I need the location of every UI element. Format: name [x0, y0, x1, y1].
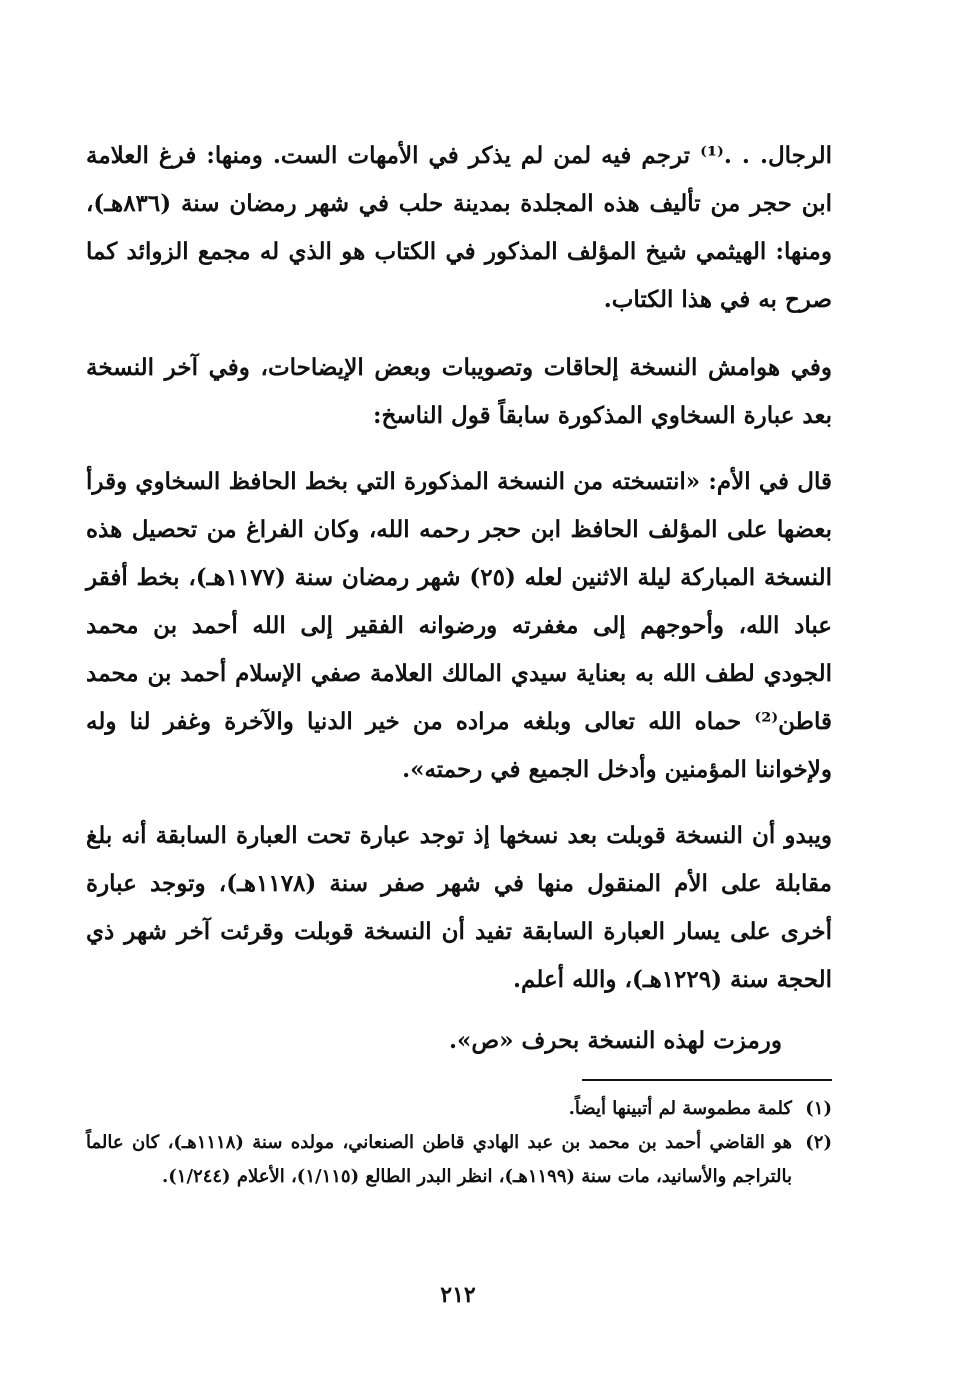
paragraph-1: الرجال. . .⁽¹⁾ ترجم فيه لمن لم يذكر في الأمهات الست. ومنها: فرغ العلامة ابن حجر من تأليف هذه المجلدة بمدينة حلب في شهر رمضان سنة (٨٣٦هـ)، ومنها: الهيثمي شيخ المؤلف المذكور في الكتاب هو الذي له مجمع الزوائد كما صرح به في هذا الكتاب.: [86, 142, 832, 313]
paragraph-2: وفي هوامش النسخة إلحاقات وتصويبات وبعض الإيضاحات، وفي آخر النسخة بعد عبارة السخاوي المذكورة سابقاً قول الناسخ:: [86, 354, 832, 429]
footnote-text: هو القاضي أحمد بن محمد بن عبد الهادي قاطن الصنعاني، مولده سنة (١١١٨هـ)، كان عالماً بالتراجم والأسانيد، مات سنة (١١٩٩هـ)، انظر البدر الطالع (١/١١٥)، الأعلام (١/٢٤٤).: [86, 1132, 793, 1187]
footnote-2: [86, 1126, 832, 1194]
paragraph-4: ويبدو أن النسخة قوبلت بعد نسخها إذ توجد عبارة تحت العبارة السابقة أنه بلغ مقابلة على الأم المنقول منها في شهر صفر سنة (١١٧٨هـ)، وتوجد عبارة أخرى على يسار العبارة السابقة تفيد أن النسخة قوبلت وقرئت آخر شهر ذي الحجة سنة (١٢٢٩هـ)، والله أعلم.: [86, 822, 833, 993]
footnote-separator: [582, 1079, 832, 1081]
footnote-number: (٢): [805, 1132, 832, 1153]
footnote-number: (١): [805, 1098, 832, 1119]
paragraph-5: ورمزت لهذه النسخة بحرف «ص».: [448, 1027, 782, 1054]
footnotes: [86, 1092, 832, 1194]
footnote-1: [86, 1092, 832, 1126]
footnote-text: كلمة مطموسة لم أتبينها أيضاً.: [568, 1098, 792, 1119]
page-number: ٢١٢: [440, 1282, 476, 1308]
paragraph-3: قال في الأم: «انتسخته من النسخة المذكورة التي بخط الحافظ السخاوي وقرأ بعضها على المؤلف الحافظ ابن حجر رحمه الله، وكان الفراغ من تحصيل هذه النسخة المباركة ليلة الاثنين لعله (٢٥) شهر رمضان سنة (١١٧٧هـ)، بخط أفقر عباد الله، وأحوجهم إلى مغفرته ورضوانه الفقير إلى الله أحمد بن محمد الجودي لطف الله به بعناية سيدي المالك العلامة صفي الإسلام أحمد بن محمد قاطن⁽²⁾ حماه الله تعالى وبلغه مراده من خير الدنيا والآخرة وغفر لنا وله ولإخواننا المؤمنين وأدخل الجميع في رحمته».: [86, 468, 833, 783]
